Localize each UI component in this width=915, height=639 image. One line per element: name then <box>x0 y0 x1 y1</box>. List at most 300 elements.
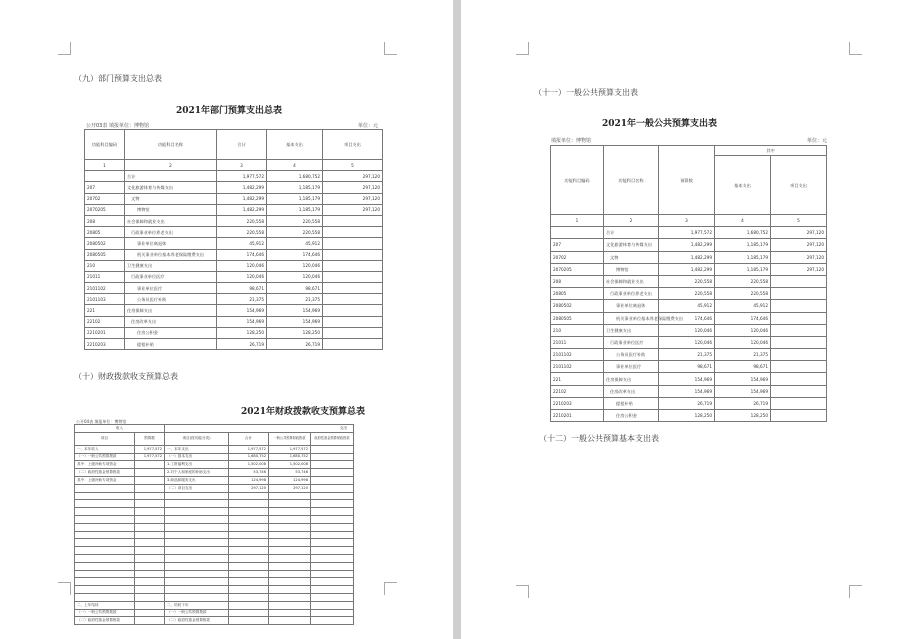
cell-name: 文化旅游体育与传媒支出 <box>604 239 659 251</box>
table-row <box>551 385 827 397</box>
cell-code: 2080502 <box>85 238 125 249</box>
cell-basic: 26,719 <box>267 339 323 350</box>
table-cell <box>269 539 311 547</box>
table-cell: （一）一般公共预算拨款 <box>75 453 135 461</box>
cell-project <box>323 215 383 226</box>
table-row <box>85 249 383 260</box>
index-cell: 3 <box>659 215 715 227</box>
table-cell: 1,502,008 <box>269 461 311 469</box>
table-cell: （二）政府性基金预算拨款 <box>165 617 229 625</box>
table-cell <box>135 461 165 469</box>
table-row <box>75 578 354 586</box>
cell-code: 22102 <box>551 385 604 397</box>
table-row <box>75 586 354 594</box>
section-heading: （十）财政拨款收支预算总表 <box>74 372 178 381</box>
cell-name: 事业单位医疗 <box>125 283 217 294</box>
cell-total: 154,969 <box>217 305 267 316</box>
table-cell <box>229 500 269 508</box>
table-cell <box>311 601 354 609</box>
cell-project <box>771 349 827 361</box>
cell-name: 事业单位医疗 <box>604 361 659 373</box>
table-row <box>551 239 827 251</box>
table-cell <box>311 469 354 477</box>
cell-code: 210 <box>85 260 125 271</box>
table-cell: （二）项目支出 <box>165 484 229 492</box>
table-cell <box>135 539 165 547</box>
table-row <box>75 570 354 578</box>
index-cell: 2 <box>125 160 217 171</box>
table-cell <box>269 523 311 531</box>
table-cell <box>311 515 354 523</box>
table-row <box>85 316 383 327</box>
table-row <box>75 562 354 570</box>
table-cell <box>165 586 229 594</box>
cell-basic: 174,646 <box>267 249 323 260</box>
table-cell: 3.商品和服务支出 <box>165 476 229 484</box>
cell-total: 26,719 <box>217 339 267 350</box>
table-cell <box>75 500 135 508</box>
group-header: 收入 <box>75 425 165 433</box>
table-cell <box>165 547 229 555</box>
cell-total: 98,671 <box>659 361 715 373</box>
cell-total: 174,646 <box>659 312 715 324</box>
table-row <box>75 523 354 531</box>
cell-name: 文物 <box>125 193 217 204</box>
cell-code: 21011 <box>85 271 125 282</box>
table-row <box>75 539 354 547</box>
index-cell: 1 <box>551 215 604 227</box>
cell-name: 机关事业单位基本养老保险缴费支出 <box>125 249 217 260</box>
cell-code: 210 <box>551 324 604 336</box>
cell-basic: 26,719 <box>715 397 771 409</box>
cell-code: 20702 <box>551 251 604 263</box>
table-cell <box>135 523 165 531</box>
cell-project <box>771 397 827 409</box>
table-row <box>75 554 354 562</box>
cell-basic: 1,185,179 <box>267 204 323 215</box>
cell-basic: 120,046 <box>267 260 323 271</box>
dept-expenditure-table <box>84 129 383 350</box>
cell-code: 20805 <box>551 288 604 300</box>
table-cell <box>135 484 165 492</box>
crop-mark <box>516 585 529 598</box>
table-unit-left: 公开03表 填报单位：博物馆 <box>86 123 149 129</box>
table-cell <box>269 500 311 508</box>
table-cell <box>75 586 135 594</box>
cell-project: 297,120 <box>771 263 827 275</box>
cell-project <box>323 260 383 271</box>
cell-project <box>771 336 827 348</box>
table-cell <box>75 578 135 586</box>
cell-project: 297,120 <box>323 193 383 204</box>
table-cell <box>135 547 165 555</box>
cell-name: 文物 <box>604 251 659 263</box>
table-row <box>551 288 827 300</box>
cell-total: 128,250 <box>217 327 267 338</box>
table-row <box>75 500 354 508</box>
table-cell <box>311 508 354 516</box>
table-cell <box>269 609 311 617</box>
cell-total: 120,046 <box>659 324 715 336</box>
table-cell: 297,120 <box>229 484 269 492</box>
cell-project <box>771 300 827 312</box>
cell-code: 2101102 <box>85 283 125 294</box>
table-row <box>551 275 827 287</box>
cell-total: 154,969 <box>659 373 715 385</box>
cell-project <box>323 294 383 305</box>
page-gap <box>453 0 461 639</box>
cell-basic: 120,046 <box>267 271 323 282</box>
cell-code: 20702 <box>85 193 125 204</box>
table-cell <box>75 570 135 578</box>
cell-basic: 1,185,179 <box>267 182 323 193</box>
cell-total: 220,558 <box>217 215 267 226</box>
table-row <box>551 263 827 275</box>
table-cell <box>311 617 354 625</box>
column-header: 合计 <box>217 130 267 160</box>
table-row <box>75 469 354 477</box>
cell-code: 2070205 <box>551 263 604 275</box>
cell-basic: 1,680,752 <box>715 227 771 239</box>
cell-total: 120,046 <box>217 271 267 282</box>
table-row <box>551 349 827 361</box>
table-cell <box>75 593 135 601</box>
table-cell <box>165 554 229 562</box>
table-cell: 53,746 <box>229 469 269 477</box>
crop-mark <box>849 42 862 55</box>
cell-total: 174,646 <box>217 249 267 260</box>
table-cell <box>75 547 135 555</box>
section-heading: （九）部门预算支出总表 <box>74 74 162 83</box>
cell-code: 2101102 <box>551 349 604 361</box>
table-cell <box>135 617 165 625</box>
cell-total: 21,375 <box>659 349 715 361</box>
table-cell <box>269 593 311 601</box>
table-cell: 一、本年收入 <box>75 445 135 453</box>
table-row <box>551 324 827 336</box>
cell-name: 住房保障支出 <box>604 373 659 385</box>
cell-basic: 128,250 <box>267 327 323 338</box>
cell-total: 154,969 <box>217 316 267 327</box>
column-header: 基本支出 <box>715 156 771 215</box>
table-row <box>75 617 354 625</box>
cell-project: 297,120 <box>771 239 827 251</box>
cell-code <box>551 227 604 239</box>
crop-mark <box>58 42 71 55</box>
cell-project <box>323 316 383 327</box>
cell-basic: 1,185,179 <box>715 239 771 251</box>
cell-basic: 98,671 <box>267 283 323 294</box>
table-cell <box>311 578 354 586</box>
cell-code: 207 <box>551 239 604 251</box>
cell-project <box>323 305 383 316</box>
cell-name: 社会保障和就业支出 <box>125 215 217 226</box>
table-cell <box>229 539 269 547</box>
index-cell: 5 <box>771 215 827 227</box>
cell-project <box>323 283 383 294</box>
table-cell <box>311 539 354 547</box>
cell-code: 2210201 <box>551 410 604 422</box>
cell-project: 297,120 <box>323 182 383 193</box>
cell-total: 45,912 <box>659 300 715 312</box>
cell-code: 208 <box>85 215 125 226</box>
cell-project <box>323 271 383 282</box>
table-cell <box>75 515 135 523</box>
table-cell <box>75 531 135 539</box>
table-row <box>75 593 354 601</box>
table-cell <box>165 500 229 508</box>
cell-code: 2210203 <box>85 339 125 350</box>
cell-code: 207 <box>85 182 125 193</box>
table-unit-left: 公开04表 填报单位：博物馆 <box>76 419 127 424</box>
table-row <box>551 251 827 263</box>
index-cell: 2 <box>604 215 659 227</box>
cell-project <box>323 249 383 260</box>
table-cell <box>311 593 354 601</box>
table-cell <box>311 531 354 539</box>
column-header: 预算数 <box>659 146 715 215</box>
table-cell: 2.对个人和家庭的补助支出 <box>165 469 229 477</box>
cell-code <box>85 171 125 182</box>
table-unit-right: 单位：元 <box>358 123 379 129</box>
table-cell <box>269 586 311 594</box>
table-cell: 124,998 <box>229 476 269 484</box>
section-heading: （十一）一般公共预算支出表 <box>534 88 638 97</box>
table-cell <box>165 523 229 531</box>
cell-basic: 154,969 <box>715 373 771 385</box>
table-row <box>85 182 383 193</box>
cell-name: 社会保障和就业支出 <box>604 275 659 287</box>
table-cell: 53,746 <box>269 469 311 477</box>
column-header: 其中 <box>715 146 827 156</box>
table-cell <box>75 523 135 531</box>
table-cell <box>229 531 269 539</box>
cell-project <box>771 410 827 422</box>
cell-code: 221 <box>551 373 604 385</box>
cell-basic: 220,558 <box>715 288 771 300</box>
table-cell <box>135 601 165 609</box>
cell-project <box>323 227 383 238</box>
column-header: 一般公共预算财政拨款 <box>269 432 311 445</box>
table-cell <box>135 500 165 508</box>
table-cell: 1,977,572 <box>135 453 165 461</box>
cell-code: 2210201 <box>85 327 125 338</box>
table-cell <box>135 562 165 570</box>
table-row <box>85 327 383 338</box>
cell-basic: 154,969 <box>715 385 771 397</box>
cell-basic: 98,671 <box>715 361 771 373</box>
table-cell: （一）基本支出 <box>165 453 229 461</box>
table-row <box>85 260 383 271</box>
table-row <box>75 508 354 516</box>
table-row <box>85 339 383 350</box>
cell-basic: 154,969 <box>267 305 323 316</box>
cell-name: 住房公积金 <box>125 327 217 338</box>
table-cell: 124,998 <box>269 476 311 484</box>
table-cell <box>229 586 269 594</box>
cell-name: 文化旅游体育与传媒支出 <box>125 182 217 193</box>
table-row <box>85 193 383 204</box>
table-row <box>85 215 383 226</box>
table-cell: 一、本年支出 <box>165 445 229 453</box>
table-title: 2021年部门预算支出总表 <box>176 106 283 116</box>
table-cell <box>135 578 165 586</box>
table-cell <box>311 554 354 562</box>
cell-basic: 220,558 <box>267 215 323 226</box>
table-cell: （二）政府性基金预算拨款 <box>75 469 135 477</box>
table-cell <box>135 570 165 578</box>
cell-code: 21011 <box>551 336 604 348</box>
cell-name: 合计 <box>125 171 217 182</box>
table-row <box>85 238 383 249</box>
table-cell <box>311 562 354 570</box>
table-cell: 二、结转下年 <box>165 601 229 609</box>
table-row <box>551 336 827 348</box>
column-header: 项目 <box>75 432 135 445</box>
cell-name: 博物馆 <box>125 204 217 215</box>
table-title: 2021年财政拨款收支预算总表 <box>241 407 366 417</box>
table-cell <box>311 461 354 469</box>
cell-basic: 120,046 <box>715 336 771 348</box>
table-cell <box>165 531 229 539</box>
cell-name: 机关事业单位基本养老保险缴费支出 <box>604 312 659 324</box>
table-cell <box>269 601 311 609</box>
table-row <box>75 492 354 500</box>
cell-basic: 174,646 <box>715 312 771 324</box>
cell-total: 120,046 <box>217 260 267 271</box>
cell-total: 220,558 <box>659 275 715 287</box>
table-cell <box>75 484 135 492</box>
cell-project: 297,120 <box>323 204 383 215</box>
table-cell <box>269 617 311 625</box>
cell-project <box>771 361 827 373</box>
table-cell <box>75 539 135 547</box>
table-cell <box>165 578 229 586</box>
cell-project <box>771 385 827 397</box>
table-cell: 1,977,572 <box>229 445 269 453</box>
cell-code: 22102 <box>85 316 125 327</box>
cell-total: 1,482,299 <box>217 182 267 193</box>
cell-name: 住房公积金 <box>604 410 659 422</box>
table-row <box>551 300 827 312</box>
cell-code: 2210203 <box>551 397 604 409</box>
cell-name: 公务员医疗补助 <box>125 294 217 305</box>
table-cell: 其中：上级补助专项资金 <box>75 476 135 484</box>
cell-code: 2080502 <box>551 300 604 312</box>
index-cell: 4 <box>267 160 323 171</box>
table-cell <box>75 562 135 570</box>
column-header: 预算数 <box>135 432 165 445</box>
cell-basic: 1,680,752 <box>267 171 323 182</box>
table-cell <box>165 593 229 601</box>
table-cell <box>311 445 354 453</box>
column-header: 项目(按功能分类) <box>165 432 229 445</box>
table-cell <box>165 508 229 516</box>
cell-basic: 220,558 <box>715 275 771 287</box>
table-row <box>551 373 827 385</box>
table-row <box>75 476 354 484</box>
table-row <box>85 283 383 294</box>
table-cell <box>135 476 165 484</box>
column-header: 合计 <box>229 432 269 445</box>
table-cell <box>311 492 354 500</box>
cell-basic: 220,558 <box>267 227 323 238</box>
crop-mark <box>58 582 71 595</box>
cell-total: 26,719 <box>659 397 715 409</box>
cell-basic: 45,912 <box>715 300 771 312</box>
table-row <box>75 461 354 469</box>
table-row <box>551 397 827 409</box>
cell-basic: 21,375 <box>715 349 771 361</box>
index-cell: 4 <box>715 215 771 227</box>
cell-code: 2101103 <box>85 294 125 305</box>
table-cell <box>75 554 135 562</box>
table-cell: 1.工资福利支出 <box>165 461 229 469</box>
table-cell <box>135 593 165 601</box>
group-header <box>165 425 354 433</box>
document-page-right <box>461 0 915 639</box>
cell-total: 220,558 <box>217 227 267 238</box>
table-cell <box>269 492 311 500</box>
cell-project <box>323 238 383 249</box>
table-row <box>551 312 827 324</box>
group-label: 支出 <box>339 425 347 430</box>
cell-name: 行政事业单位医疗 <box>604 336 659 348</box>
column-header: 功能科目名称 <box>125 130 217 160</box>
index-cell: 3 <box>217 160 267 171</box>
table-row <box>85 305 383 316</box>
table-title: 2021年一般公共预算支出表 <box>602 119 718 129</box>
cell-name: 事业单位离退休 <box>125 238 217 249</box>
table-cell <box>311 570 354 578</box>
table-cell <box>269 508 311 516</box>
table-cell <box>269 515 311 523</box>
cell-code: 221 <box>85 305 125 316</box>
table-cell <box>135 609 165 617</box>
table-cell <box>135 531 165 539</box>
cell-code: 2080505 <box>85 249 125 260</box>
table-cell <box>269 554 311 562</box>
crop-mark <box>384 582 397 595</box>
table-row <box>85 204 383 215</box>
cell-name: 提租补贴 <box>125 339 217 350</box>
crop-mark <box>384 42 397 55</box>
cell-name: 卫生健康支出 <box>604 324 659 336</box>
table-cell <box>229 547 269 555</box>
table-cell <box>229 578 269 586</box>
document-page-left <box>0 0 453 639</box>
cell-total: 21,375 <box>217 294 267 305</box>
cell-total: 1,482,299 <box>217 204 267 215</box>
table-cell: （一）一般公共预算拨款 <box>75 609 135 617</box>
index-cell: 5 <box>323 160 383 171</box>
table-cell <box>165 562 229 570</box>
table-cell: 二、上年结转 <box>75 601 135 609</box>
table-row <box>75 601 354 609</box>
cell-project: 297,120 <box>771 251 827 263</box>
cell-basic: 154,969 <box>267 316 323 327</box>
cell-code: 2070205 <box>85 204 125 215</box>
cell-name: 住房改革支出 <box>125 316 217 327</box>
table-cell <box>135 508 165 516</box>
cell-name: 行政事业单位养老支出 <box>125 227 217 238</box>
index-cell: 1 <box>85 160 125 171</box>
table-row <box>85 171 383 182</box>
table-row <box>75 531 354 539</box>
table-cell <box>135 469 165 477</box>
column-header: 项目支出 <box>771 156 827 215</box>
table-row <box>75 547 354 555</box>
